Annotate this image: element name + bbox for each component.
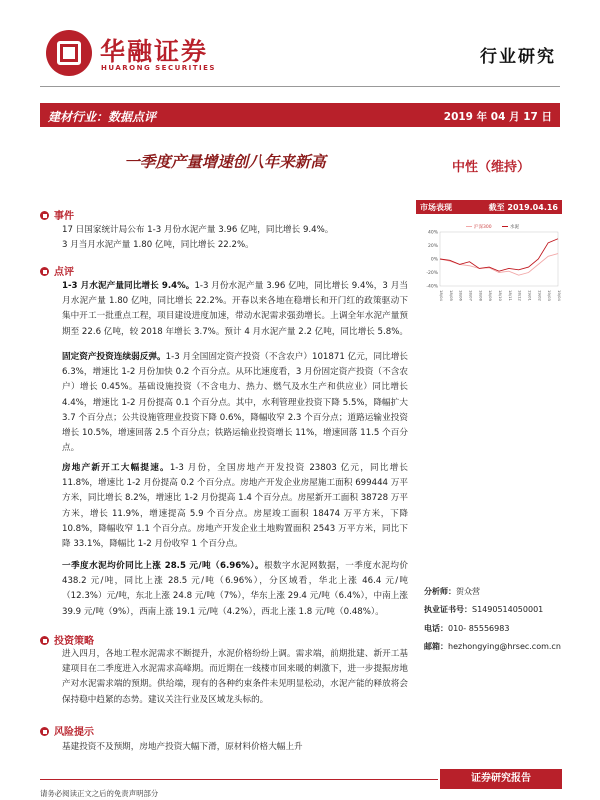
x-tick-label: 19/02 bbox=[537, 290, 543, 301]
comment-p4-text: 根数字水泥网数据，一季度水泥均价 438.2 元/吨，同比上涨 28.5 元/吨（6.96%），分区域看，华北上涨 46.4 元/吨（12.3%）元/吨，东北上涨 24.8 元/吨（7%），华东上涨 29.4 元/吨（6.4%），中南上涨 39.9 元/吨（9%），西南上涨 19.1 元/吨（4.2%），西北上涨 1.8 元/吨（0.48%）。 bbox=[62, 561, 408, 617]
category-banner bbox=[40, 103, 560, 127]
section-heading-event: 事件 bbox=[40, 207, 74, 222]
analyst-phone: 010- 85556983 bbox=[448, 623, 510, 633]
footer-label: 证券研究报告 bbox=[440, 769, 562, 789]
strategy-paragraph: 进入四月，各地工程水泥需求不断提升，水泥价格纷纷上调。需求端，前期批建、新开工基建项目在二季度进入水泥需求高峰期。而近期在一线楼市回来暖的刺激下，进一步提振房地产对水泥需求端的预期。供给端，现有的各种约束条件未见明显松动，水泥产能的释放将会保持稳中趋紧的态势。建议关注行业及区域龙头标的。 bbox=[62, 649, 408, 705]
x-tick-label: 18/05 bbox=[448, 290, 454, 301]
comment-paragraph-1 bbox=[62, 279, 408, 340]
comment-p4-lead: 一季度水泥均价同比上涨 28.5 元/吨（6.96%）。 bbox=[62, 561, 264, 571]
comment-p1-text: 1-3 月份水泥产量 3.96 亿吨，同比增长 9.4%，3 月当月水泥产量 1.80 亿吨，同比增长 22.2%。开春以来各地在稳增长和开门红的政策驱动下集中开工一批重点工程，项目建设进度加速，带动水泥需求强劲增长。上调全年水泥产量预期至 22.6 亿吨，较 2018 年增长 3.7%。预计 4 月水泥产量 2.2 亿吨，同比增长 5.8%。 bbox=[62, 281, 408, 337]
x-tick-label: 18/09 bbox=[488, 290, 494, 301]
market-label: 市场表现 bbox=[420, 203, 452, 212]
rating-badge: 中性（维持） bbox=[451, 160, 530, 175]
analyst-name: 贺众营 bbox=[456, 587, 480, 596]
x-tick-label: 18/08 bbox=[478, 290, 484, 301]
analyst-cert: S1490514050001 bbox=[472, 605, 544, 615]
analyst-email-label: 邮箱： bbox=[424, 641, 448, 651]
comment-p2-text: 1-3 月全国固定资产投资（不含农户）101871 亿元，同比增长 6.3%，增速比 1-2 月份加快 0.2 个百分点。从环比速度看，3 月份固定资产投资（不含农户）增长 0.45%。基础设施投资（不含电力、热力、燃气及水生产和供应业）同比增长 4.4%，增速比 1-2 月份提高 0.1 个百分点。其中，水利管理业投资下降 5.5%，降幅扩大 3.7 个百分点；公共设施管理业投资下降 0.6%，降幅收窄 2.3 个百分点；道路运输业投资增长 10.5%，增速回落 2.5 个百分点；铁路运输业投资增长 11%，增速回落 11.5 个百分点。 bbox=[62, 352, 408, 454]
y-tick-label: 40% bbox=[427, 230, 438, 236]
market-performance-header bbox=[416, 200, 562, 214]
event-paragraph bbox=[62, 223, 408, 253]
y-tick-label: 20% bbox=[427, 244, 438, 249]
legend-hs300: 沪深300 bbox=[474, 225, 492, 230]
event-line-1: 17 日国家统计局公布 1-3 月份水泥产量 3.96 亿吨，同比增长 9.4%。 bbox=[62, 225, 334, 235]
report-title: 一季度产量增速创八年来新高 bbox=[124, 153, 326, 171]
comment-p3-lead: 房地产新开工大幅提速。 bbox=[62, 463, 170, 473]
bullet-icon bbox=[40, 211, 49, 220]
section-heading-strategy: 投资策略 bbox=[40, 632, 94, 647]
y-tick-label: 0% bbox=[430, 257, 438, 263]
brand-logo bbox=[46, 30, 92, 76]
legend-cement: 水泥 bbox=[510, 225, 519, 230]
x-tick-label: 18/06 bbox=[458, 290, 464, 301]
y-tick-label: -20% bbox=[426, 271, 438, 276]
chart-frame bbox=[440, 232, 558, 286]
footer-divider bbox=[40, 779, 438, 780]
x-tick-label: 19/03 bbox=[547, 290, 553, 301]
analyst-name-label: 分析师： bbox=[424, 587, 456, 596]
report-category: 建材行业：数据点评 bbox=[48, 110, 157, 124]
series-line-hs300 bbox=[440, 254, 558, 276]
x-tick-label: 19/04 bbox=[557, 290, 562, 301]
analyst-cert-label: 执业证书号： bbox=[424, 605, 472, 615]
series-line-cement bbox=[440, 239, 558, 271]
x-tick-label: 18/12 bbox=[517, 290, 523, 301]
analyst-email[interactable]: hezhongying@hrsec.com.cn bbox=[448, 641, 561, 651]
comment-paragraph-3 bbox=[62, 461, 408, 552]
bullet-icon bbox=[40, 267, 49, 276]
brand-name: 华融证券 bbox=[100, 37, 209, 66]
y-tick-label: -40% bbox=[426, 284, 438, 290]
x-tick-label: 19/01 bbox=[527, 290, 533, 301]
comment-p2-lead: 固定资产投资连续弱反弹。 bbox=[62, 352, 166, 362]
analyst-phone-label: 电话： bbox=[424, 623, 448, 633]
comment-p1-lead: 1-3 月水泥产量同比增长 9.4%。 bbox=[62, 281, 195, 291]
brand-name-en: HUARONG SECURITIES bbox=[101, 64, 216, 72]
footer-disclaimer: 请务必阅读正文之后的免责声明部分 bbox=[40, 789, 159, 798]
bullet-icon bbox=[40, 727, 49, 736]
section-heading-comment: 点评 bbox=[40, 263, 74, 278]
x-tick-label: 18/11 bbox=[507, 290, 513, 301]
x-tick-label: 18/04 bbox=[439, 290, 444, 301]
comment-p3-text: 1-3 月份，全国房地产开发投资 23803 亿元，同比增长 11.8%，增速比 1-2 月份提高 0.2 个百分点。房地产开发企业房屋施工面积 699444 万平方米，同比增长 8.2%，增速比 1-2 月份提高 1.4 个百分点。房屋新开工面积 38728 万平方米，增长 11.9%，增速提高 5.9 个百分点。房屋竣工面积 18474 万平方米，下降 10.8%，降幅收窄 1.1 个百分点。房地产开发企业土地购置面积 2543 万平方米，同比下降 33.1%，降幅比 1-2 月份收窄 1 个百分点。 bbox=[62, 463, 408, 550]
x-tick-label: 18/07 bbox=[468, 290, 474, 301]
market-performance-chart bbox=[416, 216, 562, 312]
comment-paragraph-4 bbox=[62, 559, 408, 620]
bullet-icon bbox=[40, 636, 49, 645]
comment-paragraph-2 bbox=[62, 350, 408, 456]
risk-paragraph: 基建投资不及预期，房地产投资大幅下滑，原材料价格大幅上升 bbox=[62, 742, 303, 752]
market-asof: 截至 2019.04.16 bbox=[488, 203, 558, 212]
header-divider bbox=[40, 86, 560, 87]
report-date: 2019 年 04 月 17 日 bbox=[443, 111, 552, 123]
x-tick-label: 18/10 bbox=[498, 290, 503, 301]
analyst-info bbox=[424, 583, 561, 656]
section-heading-risk: 风险提示 bbox=[40, 723, 94, 738]
report-type: 行业研究 bbox=[480, 47, 556, 67]
event-line-2: 3 月当月水泥产量 1.80 亿吨，同比增长 22.2%。 bbox=[62, 240, 254, 251]
